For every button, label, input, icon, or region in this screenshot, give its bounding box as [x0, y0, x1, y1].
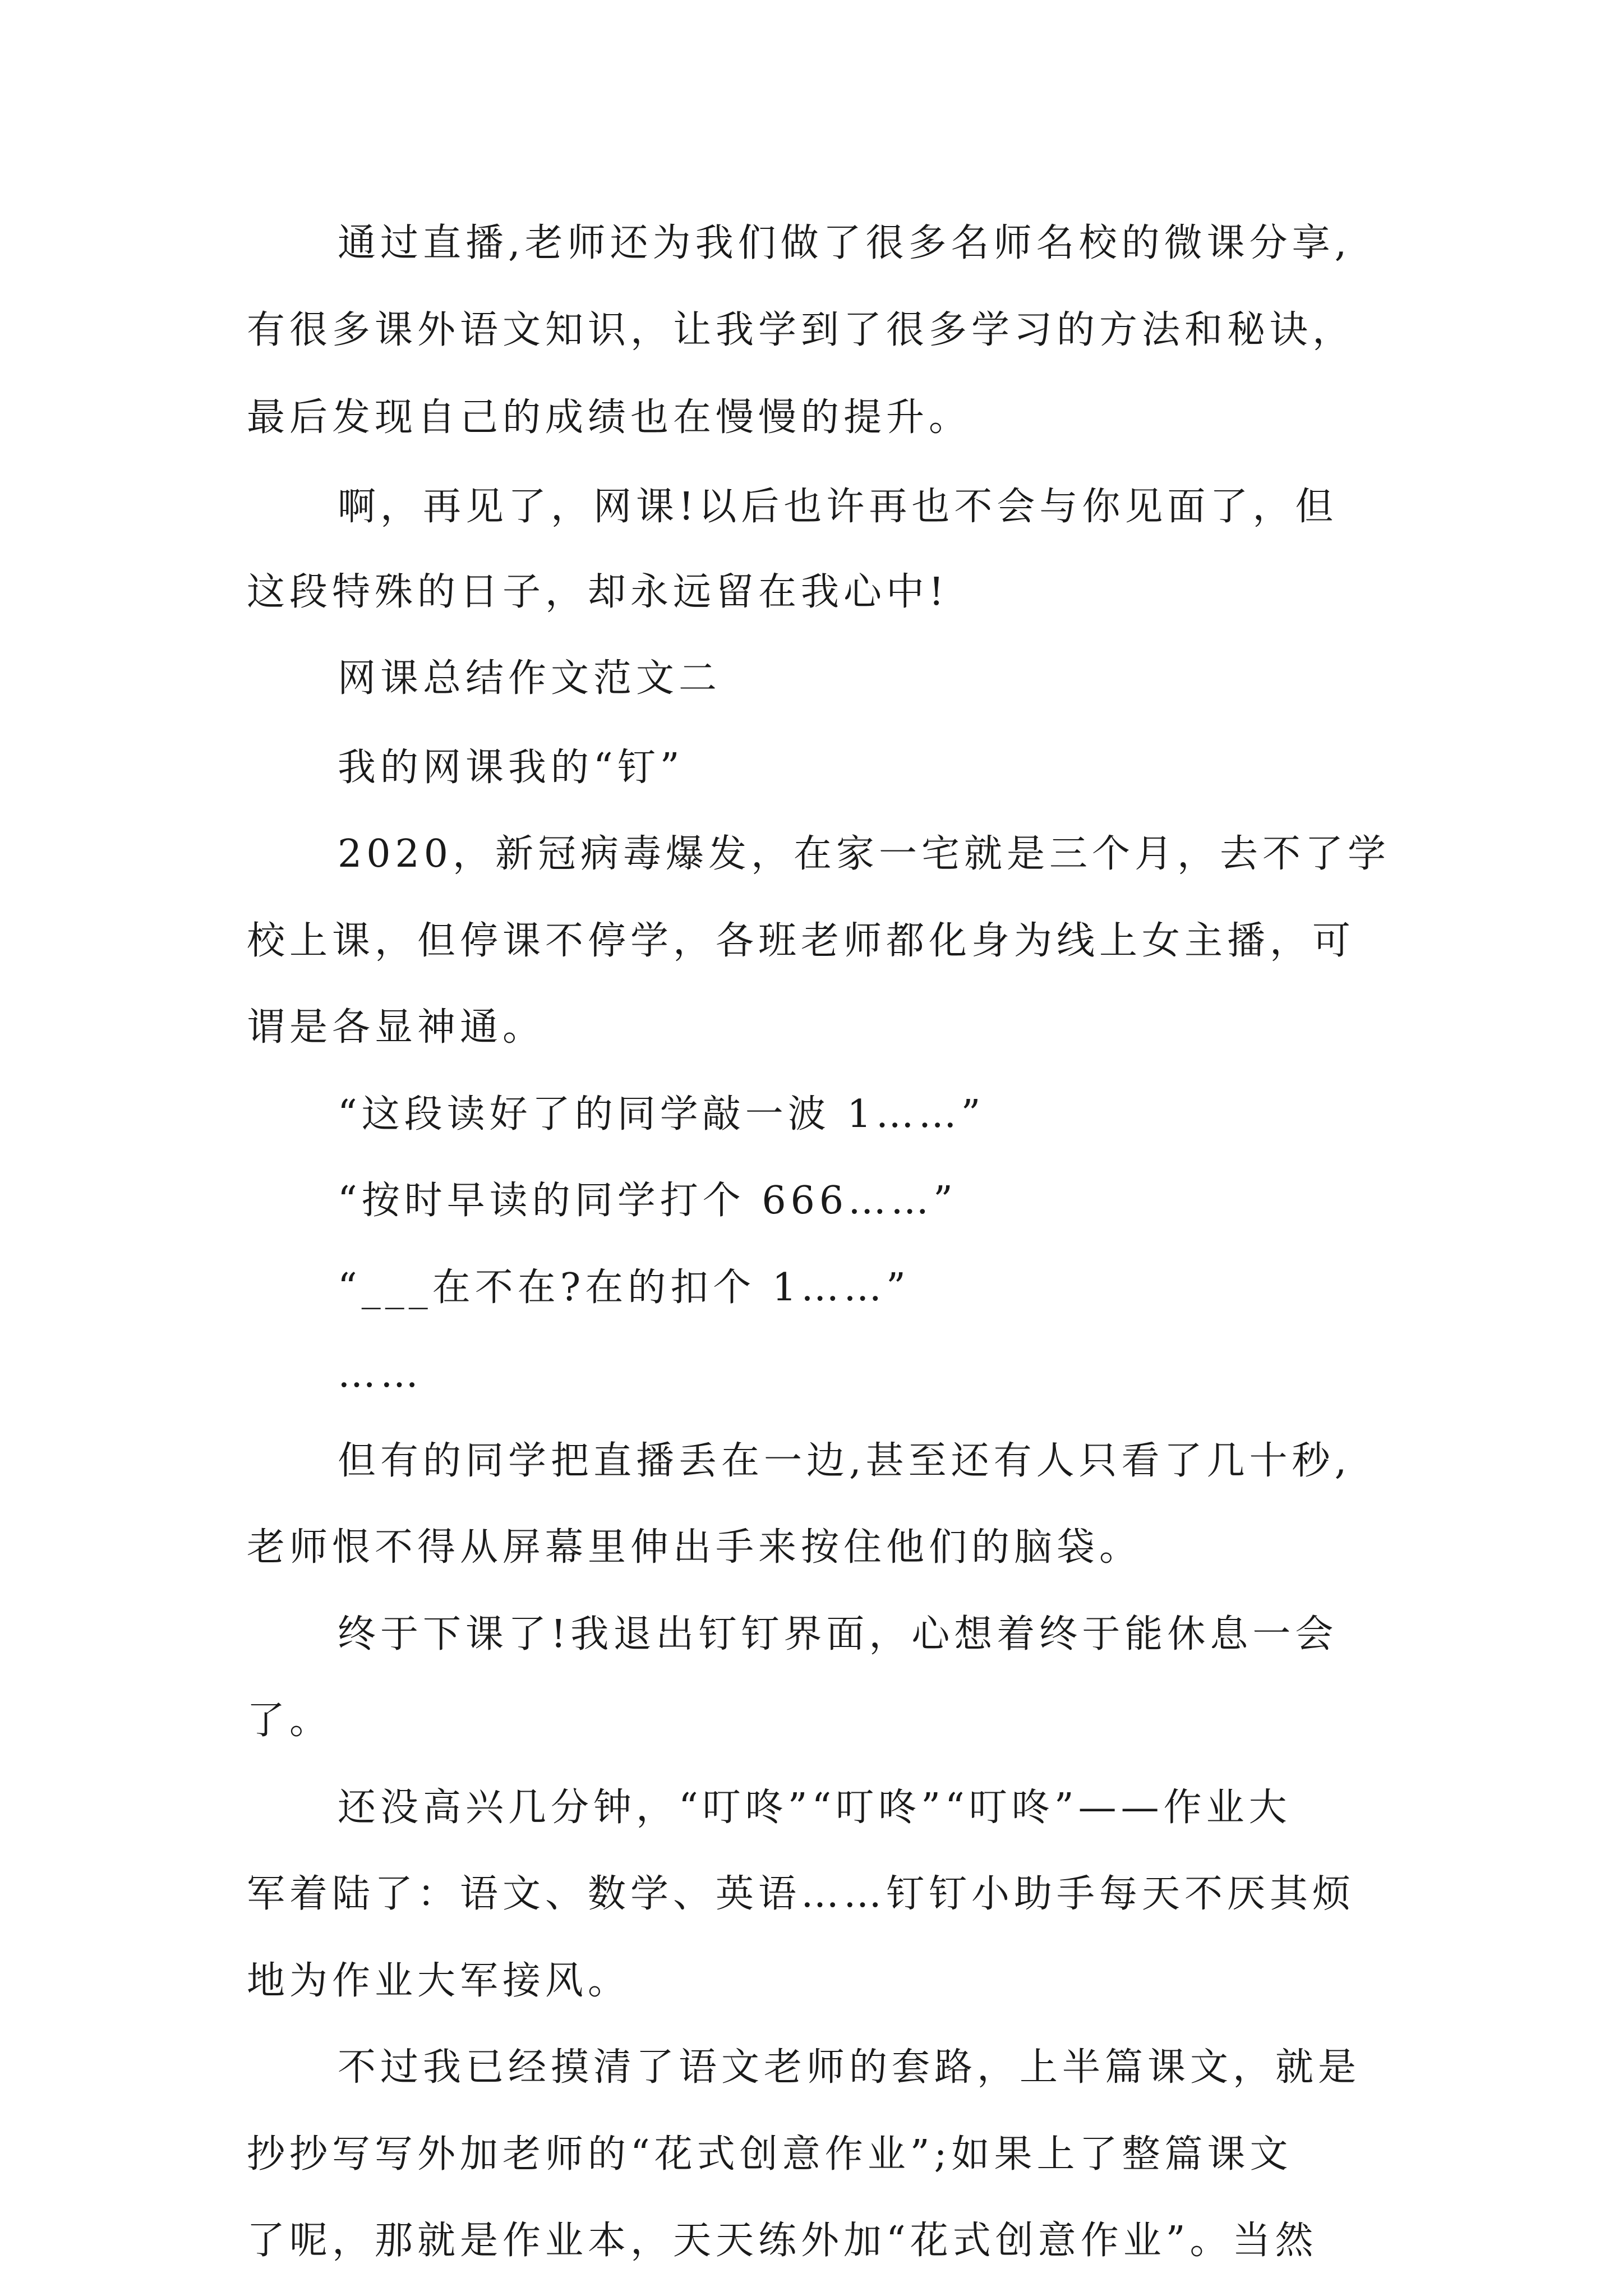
text-line-23: 抄抄写写外加老师的“花式创意作业”;如果上了整篇课文	[247, 2132, 1293, 2177]
text-line-3: 最后发现自己的成绩也在慢慢的提升。	[247, 395, 972, 440]
section-title: 网课总结作文范文二	[338, 656, 722, 701]
text-line-1: 通过直播,老师还为我们做了很多名师名校的微课分享,	[338, 221, 1352, 265]
text-line-21: 地为作业大军接风。	[247, 1959, 631, 2003]
text-line-8: 2020，新冠病毒爆发，在家一宅就是三个月，去不了学	[338, 832, 1391, 876]
ellipsis-line: ……	[338, 1352, 423, 1396]
essay-title: 我的网课我的“钉”	[338, 746, 684, 790]
text-line-24: 了呢，那就是作业本，天天练外加“花式创意作业”。当然	[247, 2219, 1318, 2263]
text-line-22: 不过我已经摸清了语文老师的套路，上半篇课文，就是	[338, 2045, 1361, 2090]
quote-line-2: “按时早读的同学打个 666……”	[338, 1179, 957, 1223]
text-line-20: 军着陆了：语文、数学、英语……钉钉小助手每天不厌其烦	[247, 1872, 1355, 1916]
quote-line-3: “___在不在?在的扣个 1……”	[338, 1266, 910, 1310]
quote-line-1: “这段读好了的同学敲一波 1……”	[338, 1092, 985, 1137]
text-line-19: 还没高兴几分钟，“叮咚”“叮咚”“叮咚”——作业大	[338, 1786, 1292, 1830]
text-line-4: 啊，再见了，网课!以后也许再也不会与你见面了，但	[338, 485, 1338, 529]
text-line-16: 老师恨不得从屏幕里伸出手来按住他们的脑袋。	[247, 1525, 1142, 1570]
text-line-15: 但有的同学把直播丢在一边,甚至还有人只看了几十秒,	[338, 1439, 1352, 1483]
text-line-18: 了。	[247, 1699, 333, 1743]
text-line-10: 谓是各显神通。	[247, 1005, 546, 1050]
text-line-5: 这段特殊的日子，却永远留在我心中!	[247, 570, 949, 614]
text-line-17: 终于下课了!我退出钉钉界面，心想着终于能休息一会	[338, 1612, 1338, 1657]
text-line-9: 校上课，但停课不停学，各班老师都化身为线上女主播，可	[247, 919, 1355, 963]
text-line-2: 有很多课外语文知识，让我学到了很多学习的方法和秘诀，	[247, 308, 1355, 352]
